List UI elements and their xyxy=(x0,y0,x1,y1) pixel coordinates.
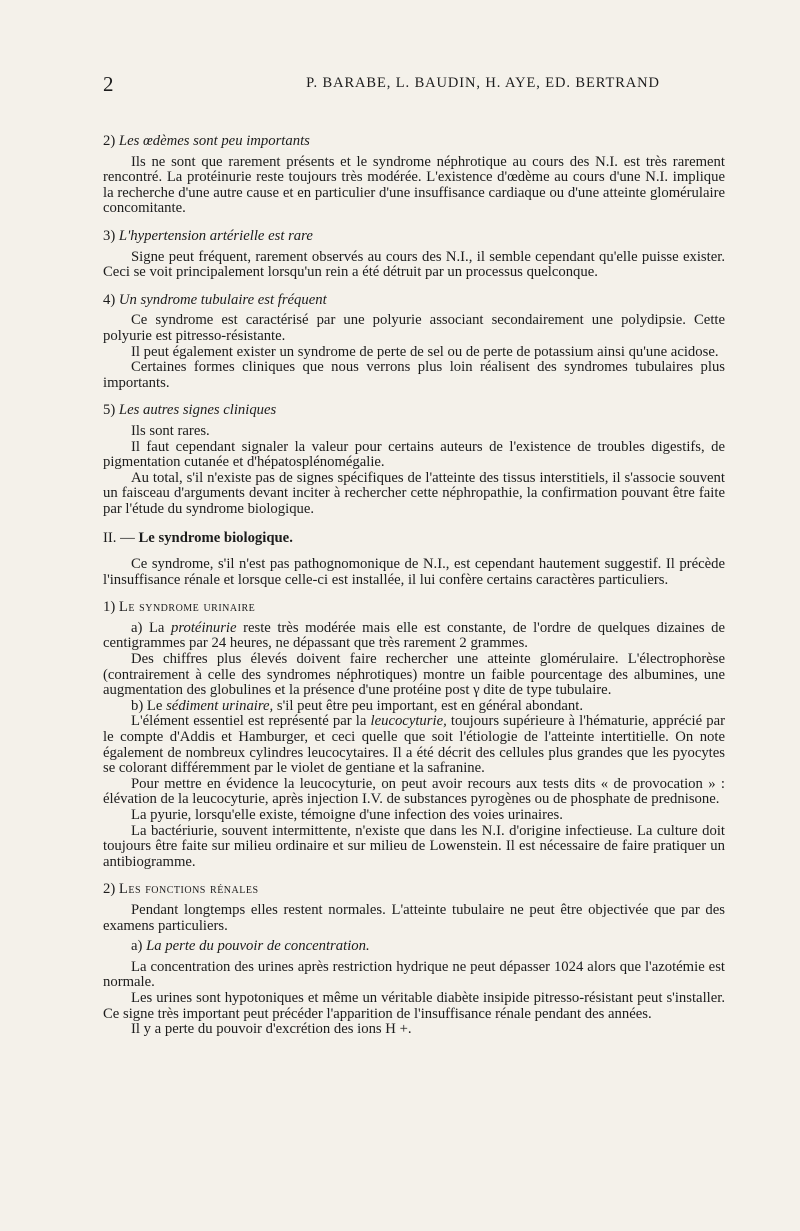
section-heading-oedemes: 2) Les œdèmes sont peu importants xyxy=(103,133,310,149)
paragraph: Il peut également exister un syndrome de perte de sel ou de perte de potassium ainsi qu'une acidose. xyxy=(131,343,719,360)
article-body xyxy=(103,122,725,1038)
page-number: 2 xyxy=(103,72,114,96)
paragraph: Signe peut fréquent, rarement observés au cours des N.I., il semble cependant qu'elle puisse exister. Ceci se voit principalement lorsqu'un rein a été détruit par un processus quelconque. xyxy=(103,248,725,281)
paragraph: La concentration des urines après restriction hydrique ne peut dépasser 1024 alors que l'azotémie est normale. xyxy=(103,958,725,991)
sub-heading-perte-pouvoir-concentration: a) La perte du pouvoir de concentration. xyxy=(131,938,370,955)
paragraph: Pour mettre en évidence la leucocyturie, on peut avoir recours aux tests dits « de provocation » : élévation de la leucocyturie, après injection I.V. de substances pyrogènes ou de phosphate de prednisone. xyxy=(103,775,725,808)
section-heading-syndrome-tubulaire: 4) Un syndrome tubulaire est fréquent xyxy=(103,291,327,308)
paragraph: Les urines sont hypotoniques et même un véritable diabète insipide pitresso-résistant peut s'installer. Ce signe très important peut précéder l'apparition de l'insuffisance rénale pendant des années. xyxy=(103,989,725,1022)
paragraph: Ils ne sont que rarement présents et le syndrome néphrotique au cours des N.I. est très rarement rencontré. La protéinurie reste toujours très modérée. L'existence d'œdème au cours d'une N.I. implique la recherche d'une autre cause et en particulier d'une insuffisance cardiaque ou d'une atteinte glomérulaire concomitante. xyxy=(103,153,725,217)
paragraph: Pendant longtemps elles restent normales. L'atteinte tubulaire ne peut être objectivée que par des examens particuliers. xyxy=(103,901,725,934)
paragraph: a) La protéinurie reste très modérée mais elle est constante, de l'ordre de quelques dizaines de centigrammes par 24 heures, ne dépassant que très rarement 2 grammes. xyxy=(103,619,726,652)
section-heading-syndrome-biologique: II. — Le syndrome biologique. xyxy=(103,530,293,547)
paragraph: Il faut cependant signaler la valeur pour certains auteurs de l'existence de troubles digestifs, de pigmentation cutanée et d'hépatosplénomégalie. xyxy=(103,438,725,471)
page-header xyxy=(103,72,783,98)
paragraph: Des chiffres plus élevés doivent faire rechercher une atteinte glomérulaire. L'électrophorèse (contrairement à celle des syndromes néphrotiques) montre un faible pourcentage des albumines, une augmentation des globulines et la présence d'une protéine post γ dite de type tubulaire. xyxy=(103,651,725,699)
paragraph: L'élément essentiel est représenté par la leucocyturie, toujours supérieure à l'hématurie, apprécié par le compte d'Addis et Hamburger, et ceci quelle que soit l'étiologie de l'atteinte intertitielle. On note également de nombreux cylindres leucocytaires. Il a été décrit des cellules plus grandes que les pyocytes se colorant différemment par le violet de gentiane et la safranine. xyxy=(103,713,726,777)
section-heading-hypertension: 3) L'hypertension artérielle est rare xyxy=(103,227,313,244)
subsection-heading-syndrome-urinaire: 1) Le syndrome urinaire xyxy=(103,599,256,616)
paragraph: Il y a perte du pouvoir d'excrétion des ions H +. xyxy=(131,1021,412,1038)
paragraph: Ce syndrome, s'il n'est pas pathognomonique de N.I., est cependant hautement suggestif. Il précède l'insuffisance rénale et lorsque celle-ci est installée, il lui confère certains caractères particuliers. xyxy=(103,556,725,588)
paragraph: b) Le sédiment urinaire, s'il peut être peu important, est en général abondant. xyxy=(131,697,583,714)
paragraph: Au total, s'il n'existe pas de signes spécifiques de l'atteinte des tissus interstitiels, il s'associe souvent un faisceau d'arguments devant inciter à rechercher cette néphropathie, la confirmation pouvant être faite par l'étude du syndrome biologique. xyxy=(103,469,725,517)
paragraph: Ils sont rares. xyxy=(131,422,210,439)
section-heading-autres-signes: 5) Les autres signes cliniques xyxy=(103,402,277,419)
paragraph: La bactériurie, souvent intermittente, n'existe que dans les N.I. d'origine infectieuse. La culture doit toujours être faite sur milieu ordinaire et sur milieu de Lowenstein. Il est nécessaire de faire pratiquer un antibiogramme. xyxy=(103,822,725,870)
paragraph: Certaines formes cliniques que nous verrons plus loin réalisent des syndromes tubulaires plus importants. xyxy=(103,359,725,391)
subsection-heading-fonctions-renales: 2) Les fonctions rénales xyxy=(103,881,259,898)
paragraph: Ce syndrome est caractérisé par une polyurie associant secondairement une polydipsie. Cette polyurie est pitresso-résistante. xyxy=(103,312,725,344)
paragraph: La pyurie, lorsqu'elle existe, témoigne d'une infection des voies urinaires. xyxy=(131,806,563,823)
running-head: P. BARABE, L. BAUDIN, H. AYE, ED. BERTRAND xyxy=(306,75,660,91)
